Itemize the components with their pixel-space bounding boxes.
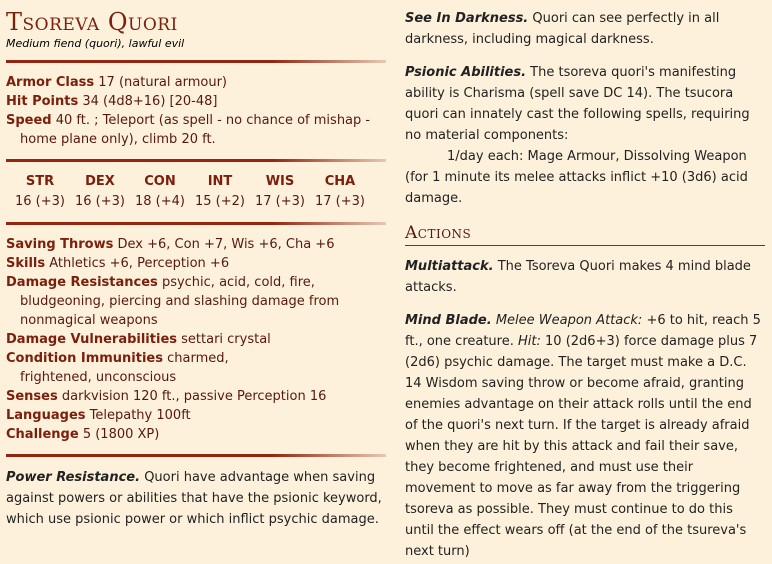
ability-value: 16 (+3)	[15, 194, 65, 209]
right-column	[405, 8, 765, 562]
speed	[6, 111, 386, 149]
attack-stats: +6 to hit, reach 5 ft., one creature.	[405, 313, 761, 349]
action-name: Mind Blade.	[405, 313, 492, 328]
armor-class-label: Armor Class	[6, 75, 95, 90]
challenge-value: 5 (1800 XP)	[82, 427, 160, 442]
action-multiattack	[405, 256, 765, 298]
ability-wis	[250, 172, 310, 212]
damage-vulnerabilities-label: Damage Vulnerabilities	[6, 332, 177, 347]
ability-str	[10, 172, 70, 212]
trait-text: The tsoreva quori's manifesting ability is Charisma (spell save DC 14). The tsucora quori can innately cast the following spells, requiring no material components:	[405, 65, 750, 143]
damage-resistances-label: Damage Resistances	[6, 275, 158, 290]
ability-name: CHA	[324, 174, 356, 189]
actions-heading: Actions	[405, 223, 765, 246]
hit-points-label: Hit Points	[6, 94, 79, 109]
trait-text: Quori can see perfectly in all darkness, including magical darkness.	[405, 11, 720, 47]
ability-value: 17 (+3)	[255, 194, 305, 209]
psionic-daily-spells: 1/day each: Mage Armour, Dissolving Weapon	[447, 149, 747, 164]
ability-name: CON	[144, 174, 176, 189]
condition-immunities-label: Condition Immunities	[6, 351, 163, 366]
ability-dex	[70, 172, 130, 212]
psionic-note: (for 1 minute its melee attacks inflict +10 (3d6) acid damage.	[405, 170, 748, 206]
spacer	[405, 50, 765, 62]
ability-value: 17 (+3)	[315, 194, 365, 209]
divider	[6, 159, 386, 162]
trait-see-in-darkness	[405, 8, 765, 50]
ability-int	[190, 172, 250, 212]
damage-vulnerabilities-value: settari crystal	[181, 332, 271, 347]
hit-points-value: 34 (4d8+16) [20-48]	[82, 94, 218, 109]
trait-psionic-abilities	[405, 62, 765, 146]
ability-name: DEX	[85, 174, 115, 189]
speed-label: Speed	[6, 113, 52, 128]
saving-throws-label: Saving Throws	[6, 237, 114, 252]
creature-name: Tsoreva Quori	[6, 8, 178, 36]
senses-label: Senses	[6, 389, 58, 404]
attack-type: Melee Weapon Attack:	[495, 313, 643, 328]
ability-value: 16 (+3)	[75, 194, 125, 209]
left-column	[6, 8, 386, 530]
ability-scores	[6, 172, 370, 212]
challenge-label: Challenge	[6, 427, 79, 442]
damage-resistances-value: psychic, acid, cold, fire, bludgeoning, piercing and slashing damage from nonmagical weapons	[20, 275, 340, 328]
challenge	[6, 425, 386, 444]
skills-label: Skills	[6, 256, 46, 271]
senses-value: darkvision 120 ft., passive Perception 16	[61, 389, 327, 404]
action-text: The Tsoreva Quori makes 4 mind blade attacks.	[405, 259, 751, 295]
action-name: Multiattack.	[405, 259, 494, 274]
condition-immunities	[6, 349, 386, 387]
hit-points	[6, 92, 386, 111]
languages	[6, 406, 386, 425]
divider	[6, 60, 386, 63]
languages-label: Languages	[6, 408, 86, 423]
divider	[6, 222, 386, 225]
skills-value: Athletics +6, Perception +6	[49, 256, 230, 271]
senses	[6, 387, 386, 406]
action-text: 10 (2d6+3) force damage plus 7 (2d6) psychic damage. The target must make a D.C. 14 Wisdom saving throw or become afraid, granting enemies advantage on their attack rolls until the end of the quori's next turn. If the target is already afraid when they are hit by this attack and fail their save, they become frightened, and must use their movement to move as far away from the triggering tsoreva as possible. They must continue to do this until the effect wears off (at the end of the tsureva's next turn)	[405, 334, 758, 559]
ability-cha	[310, 172, 370, 212]
trait-name: Psionic Abilities.	[405, 65, 527, 80]
trait-text: Quori have advantage when saving against powers or abilities that have the psionic keyword, which use psionic power or which inflict psychic damage.	[6, 470, 382, 527]
speed-value: 40 ft. ; Teleport (as spell - no chance of mishap - home plane only), climb 20 ft.	[20, 113, 371, 147]
ability-name: INT	[207, 174, 233, 189]
ability-value: 15 (+2)	[195, 194, 245, 209]
ability-name: WIS	[265, 174, 295, 189]
action-mind-blade	[405, 310, 765, 562]
trait-name: Power Resistance.	[6, 470, 141, 485]
skills	[6, 254, 386, 273]
languages-value: Telepathy 100ft	[89, 408, 191, 423]
hit-label: Hit:	[518, 334, 541, 349]
ability-con	[130, 172, 190, 212]
ability-value: 18 (+4)	[135, 194, 185, 209]
armor-class	[6, 73, 386, 92]
spacer	[405, 298, 765, 310]
condition-immunities-value: charmed, frightened, unconscious	[20, 351, 229, 385]
trait-power-resistance	[6, 467, 386, 530]
armor-class-value: 17 (natural armour)	[98, 75, 227, 90]
damage-resistances	[6, 273, 386, 330]
saving-throws	[6, 235, 386, 254]
trait-name: See In Darkness.	[405, 11, 529, 26]
damage-vulnerabilities	[6, 330, 386, 349]
saving-throws-value: Dex +6, Con +7, Wis +6, Cha +6	[117, 237, 335, 252]
divider	[6, 454, 386, 457]
ability-name: STR	[25, 174, 55, 189]
creature-subtitle: Medium fiend (quori), lawful evil	[6, 37, 185, 50]
